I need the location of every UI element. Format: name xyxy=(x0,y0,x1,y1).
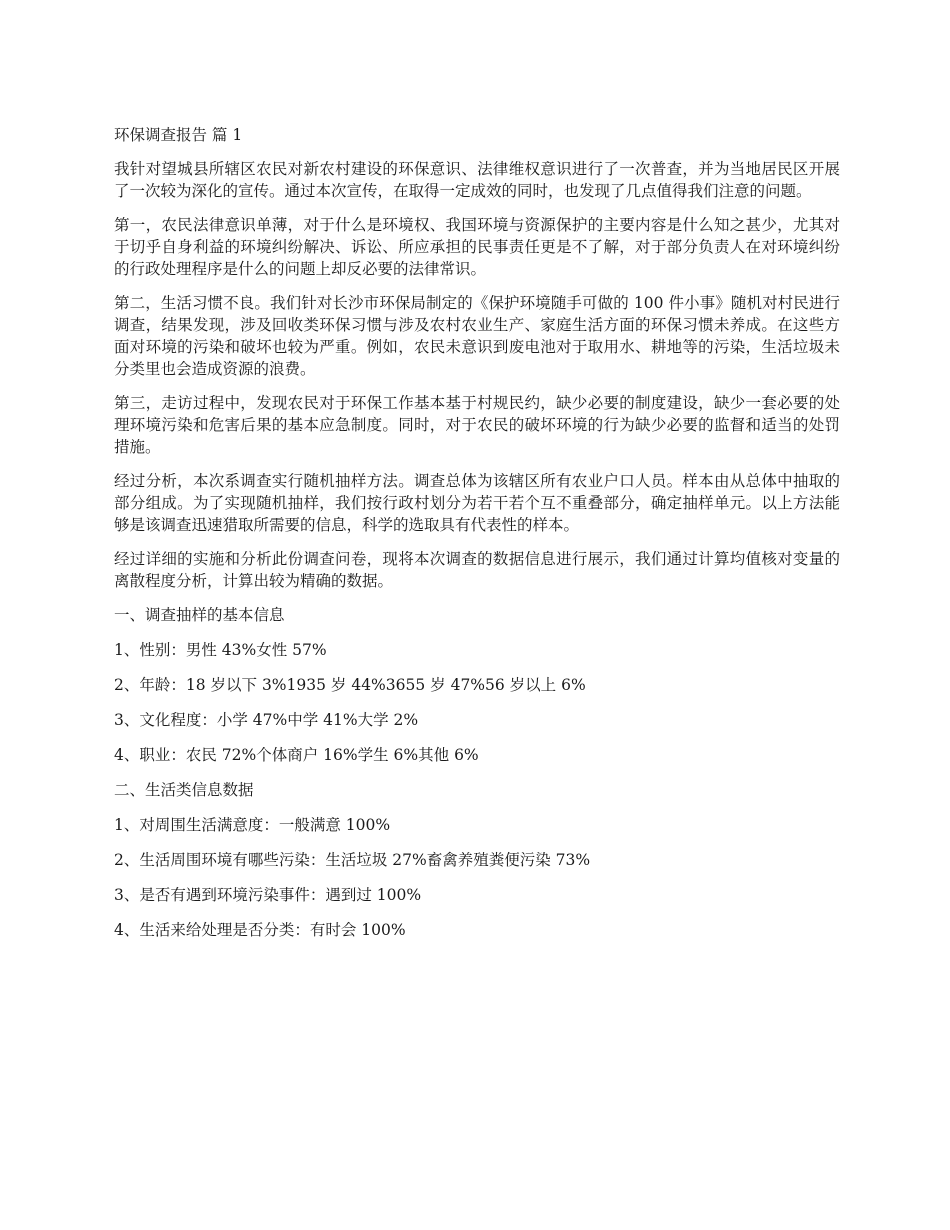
paragraph-second-issue: 第二，生活习惯不良。我们针对长沙市环保局制定的《保护环境随手可做的 100 件小事》随机对村民进行调查，结果发现，涉及回收类环保习惯与涉及农村农业生产、家庭生活方面的环保习惯未养成。在这些方面对环境的污染和破坏也较为严重。例如，农民未意识到废电池对于取用水、耕地等的污染，生活垃圾未分类里也会造成资源的浪费。 xyxy=(114,294,840,378)
paragraph-intro: 我针对望城县所辖区农民对新农村建设的环保意识、法律维权意识进行了一次普查，并为当地居民区开展了一次较为深化的宣传。通过本次宣传，在取得一定成效的同时，也发现了几点值得我们注意的问题。 xyxy=(114,160,840,200)
section-heading-life-data: 二、生活类信息数据 xyxy=(114,781,254,799)
list-item-waste-sorting: 4、生活来给处理是否分类：有时会 100% xyxy=(114,921,406,939)
section-heading-basic-info: 一、调查抽样的基本信息 xyxy=(114,606,285,624)
paragraph-first-issue: 第一，农民法律意识单薄，对于什么是环境权、我国环境与资源保护的主要内容是什么知之甚少，尤其对于切乎自身利益的环境纠纷解决、诉讼、所应承担的民事责任更是不了解，对于部分负责人在对环境纠纷的行政处理程序是什么的问题上却反必要的法律常识。 xyxy=(114,216,840,278)
document-title: 环保调查报告 篇 1 xyxy=(114,126,243,144)
paragraph-data-summary: 经过详细的实施和分析此份调查问卷，现将本次调查的数据信息进行展示，我们通过计算均值核对变量的离散程度分析，计算出较为精确的数据。 xyxy=(114,550,840,590)
list-item-education: 3、文化程度：小学 47%中学 41%大学 2% xyxy=(114,711,419,729)
paragraph-third-issue: 第三，走访过程中，发现农民对于环保工作基本基于村规民约，缺少必要的制度建设，缺少一套必要的处理环境污染和危害后果的基本应急制度。同时，对于农民的破坏环境的行为缺少必要的监督和适当的处罚措施。 xyxy=(114,394,840,456)
list-item-gender: 1、性别：男性 43%女性 57% xyxy=(114,641,327,659)
list-item-age: 2、年龄：18 岁以下 3%1935 岁 44%3655 岁 47%56 岁以上 6% xyxy=(114,676,586,694)
list-item-pollution-types: 2、生活周围环境有哪些污染：生活垃圾 27%畜禽养殖粪便污染 73% xyxy=(114,851,591,869)
list-item-pollution-events: 3、是否有遇到环境污染事件：遇到过 100% xyxy=(114,886,422,904)
document-page xyxy=(114,124,840,954)
paragraph-sampling-method: 经过分析，本次系调查实行随机抽样方法。调查总体为该辖区所有农业户口人员。样本由从总体中抽取的部分组成。为了实现随机抽样，我们按行政村划分为若干若个互不重叠部分，确定抽样单元。以上方法能够是该调查迅速猎取所需要的信息，科学的选取具有代表性的样本。 xyxy=(114,472,840,534)
list-item-satisfaction: 1、对周围生活满意度：一般满意 100% xyxy=(114,816,391,834)
list-item-occupation: 4、职业：农民 72%个体商户 16%学生 6%其他 6% xyxy=(114,746,479,764)
